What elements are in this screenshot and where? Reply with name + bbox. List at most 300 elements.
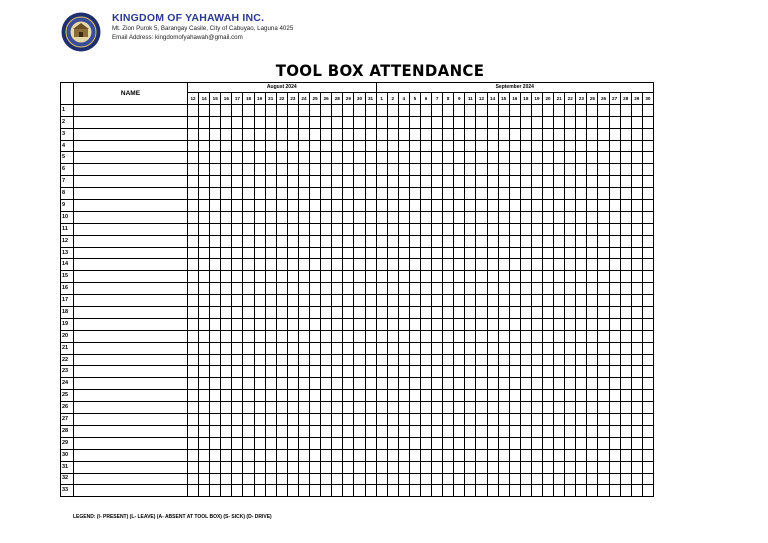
attendance-cell[interactable] (298, 342, 309, 354)
attendance-cell[interactable] (188, 425, 199, 437)
attendance-cell[interactable] (620, 425, 631, 437)
attendance-cell[interactable] (454, 259, 465, 271)
attendance-cell[interactable] (454, 283, 465, 295)
attendance-cell[interactable] (365, 425, 376, 437)
attendance-cell[interactable] (498, 176, 509, 188)
attendance-cell[interactable] (609, 211, 620, 223)
attendance-cell[interactable] (565, 140, 576, 152)
attendance-cell[interactable] (376, 188, 387, 200)
name-cell[interactable] (74, 342, 188, 354)
attendance-cell[interactable] (332, 307, 343, 319)
attendance-cell[interactable] (398, 176, 409, 188)
attendance-cell[interactable] (576, 271, 587, 283)
attendance-cell[interactable] (620, 271, 631, 283)
attendance-cell[interactable] (409, 378, 420, 390)
attendance-cell[interactable] (420, 247, 431, 259)
attendance-cell[interactable] (188, 235, 199, 247)
attendance-cell[interactable] (432, 164, 443, 176)
attendance-cell[interactable] (487, 318, 498, 330)
name-cell[interactable] (74, 188, 188, 200)
attendance-cell[interactable] (409, 402, 420, 414)
attendance-cell[interactable] (232, 390, 243, 402)
attendance-cell[interactable] (565, 378, 576, 390)
attendance-cell[interactable] (587, 271, 598, 283)
attendance-cell[interactable] (454, 271, 465, 283)
attendance-cell[interactable] (310, 390, 321, 402)
attendance-cell[interactable] (376, 271, 387, 283)
attendance-cell[interactable] (243, 176, 254, 188)
attendance-cell[interactable] (565, 104, 576, 116)
attendance-cell[interactable] (487, 295, 498, 307)
attendance-cell[interactable] (631, 307, 642, 319)
attendance-cell[interactable] (376, 402, 387, 414)
attendance-cell[interactable] (509, 128, 520, 140)
attendance-cell[interactable] (565, 485, 576, 497)
attendance-cell[interactable] (343, 390, 354, 402)
attendance-cell[interactable] (221, 485, 232, 497)
attendance-cell[interactable] (265, 414, 276, 426)
attendance-cell[interactable] (387, 461, 398, 473)
attendance-cell[interactable] (365, 307, 376, 319)
attendance-cell[interactable] (631, 104, 642, 116)
attendance-cell[interactable] (476, 200, 487, 212)
attendance-cell[interactable] (509, 211, 520, 223)
attendance-cell[interactable] (432, 223, 443, 235)
attendance-cell[interactable] (265, 402, 276, 414)
attendance-cell[interactable] (332, 176, 343, 188)
attendance-cell[interactable] (387, 330, 398, 342)
attendance-cell[interactable] (565, 271, 576, 283)
attendance-cell[interactable] (365, 354, 376, 366)
name-cell[interactable] (74, 425, 188, 437)
attendance-cell[interactable] (310, 116, 321, 128)
attendance-cell[interactable] (543, 330, 554, 342)
attendance-cell[interactable] (465, 295, 476, 307)
attendance-cell[interactable] (587, 223, 598, 235)
attendance-cell[interactable] (265, 223, 276, 235)
attendance-cell[interactable] (210, 318, 221, 330)
attendance-cell[interactable] (454, 223, 465, 235)
attendance-cell[interactable] (420, 295, 431, 307)
attendance-cell[interactable] (321, 128, 332, 140)
attendance-cell[interactable] (409, 461, 420, 473)
attendance-cell[interactable] (188, 188, 199, 200)
attendance-cell[interactable] (454, 473, 465, 485)
attendance-cell[interactable] (199, 485, 210, 497)
attendance-cell[interactable] (520, 414, 531, 426)
attendance-cell[interactable] (476, 330, 487, 342)
attendance-cell[interactable] (642, 437, 653, 449)
attendance-cell[interactable] (487, 271, 498, 283)
attendance-cell[interactable] (232, 259, 243, 271)
attendance-cell[interactable] (476, 378, 487, 390)
attendance-cell[interactable] (587, 295, 598, 307)
attendance-cell[interactable] (609, 390, 620, 402)
attendance-cell[interactable] (310, 128, 321, 140)
attendance-cell[interactable] (609, 247, 620, 259)
attendance-cell[interactable] (376, 330, 387, 342)
attendance-cell[interactable] (210, 235, 221, 247)
attendance-cell[interactable] (210, 176, 221, 188)
attendance-cell[interactable] (287, 366, 298, 378)
attendance-cell[interactable] (476, 235, 487, 247)
attendance-cell[interactable] (188, 152, 199, 164)
attendance-cell[interactable] (576, 188, 587, 200)
attendance-cell[interactable] (520, 128, 531, 140)
attendance-cell[interactable] (354, 164, 365, 176)
attendance-cell[interactable] (321, 152, 332, 164)
attendance-cell[interactable] (354, 176, 365, 188)
attendance-cell[interactable] (487, 461, 498, 473)
attendance-cell[interactable] (487, 485, 498, 497)
attendance-cell[interactable] (298, 176, 309, 188)
attendance-cell[interactable] (554, 152, 565, 164)
attendance-cell[interactable] (520, 295, 531, 307)
attendance-cell[interactable] (298, 295, 309, 307)
attendance-cell[interactable] (509, 200, 520, 212)
attendance-cell[interactable] (199, 235, 210, 247)
attendance-cell[interactable] (543, 366, 554, 378)
attendance-cell[interactable] (476, 295, 487, 307)
attendance-cell[interactable] (509, 414, 520, 426)
attendance-cell[interactable] (287, 414, 298, 426)
attendance-cell[interactable] (598, 176, 609, 188)
attendance-cell[interactable] (420, 164, 431, 176)
attendance-cell[interactable] (332, 414, 343, 426)
attendance-cell[interactable] (387, 271, 398, 283)
name-cell[interactable] (74, 176, 188, 188)
attendance-cell[interactable] (587, 104, 598, 116)
attendance-cell[interactable] (476, 164, 487, 176)
attendance-cell[interactable] (232, 461, 243, 473)
attendance-cell[interactable] (287, 152, 298, 164)
attendance-cell[interactable] (432, 116, 443, 128)
attendance-cell[interactable] (254, 414, 265, 426)
attendance-cell[interactable] (609, 128, 620, 140)
attendance-cell[interactable] (221, 437, 232, 449)
attendance-cell[interactable] (276, 330, 287, 342)
attendance-cell[interactable] (398, 449, 409, 461)
attendance-cell[interactable] (432, 104, 443, 116)
attendance-cell[interactable] (210, 485, 221, 497)
attendance-cell[interactable] (565, 425, 576, 437)
attendance-cell[interactable] (509, 425, 520, 437)
attendance-cell[interactable] (465, 104, 476, 116)
attendance-cell[interactable] (642, 485, 653, 497)
attendance-cell[interactable] (265, 330, 276, 342)
attendance-cell[interactable] (254, 449, 265, 461)
attendance-cell[interactable] (465, 330, 476, 342)
attendance-cell[interactable] (609, 176, 620, 188)
attendance-cell[interactable] (365, 295, 376, 307)
attendance-cell[interactable] (565, 354, 576, 366)
attendance-cell[interactable] (343, 414, 354, 426)
attendance-cell[interactable] (221, 414, 232, 426)
name-cell[interactable] (74, 307, 188, 319)
attendance-cell[interactable] (199, 128, 210, 140)
attendance-cell[interactable] (276, 176, 287, 188)
name-cell[interactable] (74, 318, 188, 330)
attendance-cell[interactable] (598, 259, 609, 271)
attendance-cell[interactable] (443, 188, 454, 200)
attendance-cell[interactable] (598, 247, 609, 259)
attendance-cell[interactable] (631, 235, 642, 247)
attendance-cell[interactable] (487, 116, 498, 128)
attendance-cell[interactable] (476, 140, 487, 152)
attendance-cell[interactable] (476, 271, 487, 283)
attendance-cell[interactable] (465, 247, 476, 259)
attendance-cell[interactable] (365, 473, 376, 485)
attendance-cell[interactable] (454, 235, 465, 247)
attendance-cell[interactable] (243, 283, 254, 295)
attendance-cell[interactable] (298, 223, 309, 235)
attendance-cell[interactable] (642, 366, 653, 378)
attendance-cell[interactable] (387, 402, 398, 414)
attendance-cell[interactable] (498, 425, 509, 437)
attendance-cell[interactable] (620, 390, 631, 402)
attendance-cell[interactable] (631, 318, 642, 330)
name-cell[interactable] (74, 473, 188, 485)
attendance-cell[interactable] (587, 414, 598, 426)
attendance-cell[interactable] (487, 104, 498, 116)
attendance-cell[interactable] (221, 378, 232, 390)
attendance-cell[interactable] (232, 318, 243, 330)
attendance-cell[interactable] (465, 200, 476, 212)
attendance-cell[interactable] (587, 283, 598, 295)
attendance-cell[interactable] (321, 164, 332, 176)
attendance-cell[interactable] (276, 247, 287, 259)
attendance-cell[interactable] (188, 128, 199, 140)
attendance-cell[interactable] (443, 449, 454, 461)
attendance-cell[interactable] (487, 330, 498, 342)
attendance-cell[interactable] (254, 271, 265, 283)
attendance-cell[interactable] (432, 247, 443, 259)
attendance-cell[interactable] (232, 188, 243, 200)
attendance-cell[interactable] (520, 425, 531, 437)
attendance-cell[interactable] (321, 283, 332, 295)
attendance-cell[interactable] (620, 259, 631, 271)
attendance-cell[interactable] (409, 104, 420, 116)
attendance-cell[interactable] (254, 283, 265, 295)
attendance-cell[interactable] (221, 425, 232, 437)
attendance-cell[interactable] (398, 354, 409, 366)
attendance-cell[interactable] (354, 425, 365, 437)
attendance-cell[interactable] (609, 259, 620, 271)
attendance-cell[interactable] (365, 283, 376, 295)
attendance-cell[interactable] (487, 223, 498, 235)
attendance-cell[interactable] (387, 164, 398, 176)
attendance-cell[interactable] (565, 437, 576, 449)
attendance-cell[interactable] (487, 402, 498, 414)
attendance-cell[interactable] (520, 140, 531, 152)
attendance-cell[interactable] (587, 485, 598, 497)
attendance-cell[interactable] (387, 366, 398, 378)
attendance-cell[interactable] (443, 307, 454, 319)
attendance-cell[interactable] (398, 104, 409, 116)
attendance-cell[interactable] (332, 128, 343, 140)
attendance-cell[interactable] (387, 247, 398, 259)
attendance-cell[interactable] (420, 188, 431, 200)
attendance-cell[interactable] (565, 390, 576, 402)
attendance-cell[interactable] (620, 164, 631, 176)
attendance-cell[interactable] (188, 485, 199, 497)
attendance-cell[interactable] (565, 330, 576, 342)
attendance-cell[interactable] (287, 295, 298, 307)
attendance-cell[interactable] (476, 318, 487, 330)
attendance-cell[interactable] (509, 437, 520, 449)
attendance-cell[interactable] (310, 247, 321, 259)
attendance-cell[interactable] (598, 200, 609, 212)
attendance-cell[interactable] (409, 390, 420, 402)
attendance-cell[interactable] (509, 330, 520, 342)
attendance-cell[interactable] (232, 378, 243, 390)
attendance-cell[interactable] (465, 449, 476, 461)
attendance-cell[interactable] (210, 128, 221, 140)
attendance-cell[interactable] (509, 223, 520, 235)
attendance-cell[interactable] (476, 485, 487, 497)
attendance-cell[interactable] (509, 390, 520, 402)
attendance-cell[interactable] (321, 402, 332, 414)
attendance-cell[interactable] (265, 437, 276, 449)
attendance-cell[interactable] (365, 378, 376, 390)
attendance-cell[interactable] (565, 449, 576, 461)
attendance-cell[interactable] (543, 378, 554, 390)
attendance-cell[interactable] (531, 283, 542, 295)
attendance-cell[interactable] (243, 152, 254, 164)
attendance-cell[interactable] (376, 128, 387, 140)
attendance-cell[interactable] (609, 295, 620, 307)
attendance-cell[interactable] (398, 283, 409, 295)
attendance-cell[interactable] (432, 473, 443, 485)
attendance-cell[interactable] (631, 259, 642, 271)
attendance-cell[interactable] (487, 390, 498, 402)
attendance-cell[interactable] (287, 104, 298, 116)
attendance-cell[interactable] (420, 223, 431, 235)
attendance-cell[interactable] (620, 247, 631, 259)
attendance-cell[interactable] (199, 318, 210, 330)
attendance-cell[interactable] (188, 461, 199, 473)
attendance-cell[interactable] (265, 259, 276, 271)
attendance-cell[interactable] (376, 176, 387, 188)
attendance-cell[interactable] (387, 485, 398, 497)
attendance-cell[interactable] (576, 354, 587, 366)
attendance-cell[interactable] (531, 211, 542, 223)
attendance-cell[interactable] (465, 307, 476, 319)
attendance-cell[interactable] (576, 342, 587, 354)
attendance-cell[interactable] (487, 211, 498, 223)
attendance-cell[interactable] (520, 449, 531, 461)
attendance-cell[interactable] (243, 188, 254, 200)
attendance-cell[interactable] (454, 188, 465, 200)
attendance-cell[interactable] (387, 104, 398, 116)
attendance-cell[interactable] (631, 140, 642, 152)
attendance-cell[interactable] (199, 354, 210, 366)
attendance-cell[interactable] (454, 402, 465, 414)
attendance-cell[interactable] (454, 164, 465, 176)
attendance-cell[interactable] (276, 188, 287, 200)
attendance-cell[interactable] (609, 283, 620, 295)
attendance-cell[interactable] (354, 330, 365, 342)
attendance-cell[interactable] (265, 211, 276, 223)
attendance-cell[interactable] (188, 437, 199, 449)
attendance-cell[interactable] (398, 200, 409, 212)
attendance-cell[interactable] (265, 354, 276, 366)
attendance-cell[interactable] (498, 354, 509, 366)
attendance-cell[interactable] (243, 414, 254, 426)
attendance-cell[interactable] (432, 295, 443, 307)
attendance-cell[interactable] (221, 116, 232, 128)
attendance-cell[interactable] (354, 116, 365, 128)
name-cell[interactable] (74, 200, 188, 212)
attendance-cell[interactable] (243, 390, 254, 402)
attendance-cell[interactable] (332, 283, 343, 295)
attendance-cell[interactable] (298, 449, 309, 461)
attendance-cell[interactable] (354, 140, 365, 152)
attendance-cell[interactable] (232, 116, 243, 128)
attendance-cell[interactable] (398, 247, 409, 259)
attendance-cell[interactable] (432, 461, 443, 473)
attendance-cell[interactable] (376, 295, 387, 307)
attendance-cell[interactable] (188, 259, 199, 271)
attendance-cell[interactable] (598, 473, 609, 485)
attendance-cell[interactable] (343, 116, 354, 128)
attendance-cell[interactable] (332, 425, 343, 437)
attendance-cell[interactable] (498, 366, 509, 378)
attendance-cell[interactable] (554, 449, 565, 461)
attendance-cell[interactable] (465, 485, 476, 497)
attendance-cell[interactable] (409, 271, 420, 283)
attendance-cell[interactable] (520, 354, 531, 366)
attendance-cell[interactable] (465, 116, 476, 128)
attendance-cell[interactable] (443, 223, 454, 235)
attendance-cell[interactable] (310, 188, 321, 200)
attendance-cell[interactable] (265, 425, 276, 437)
attendance-cell[interactable] (565, 318, 576, 330)
attendance-cell[interactable] (620, 378, 631, 390)
attendance-cell[interactable] (509, 378, 520, 390)
attendance-cell[interactable] (365, 140, 376, 152)
attendance-cell[interactable] (642, 414, 653, 426)
attendance-cell[interactable] (265, 485, 276, 497)
attendance-cell[interactable] (409, 140, 420, 152)
attendance-cell[interactable] (454, 211, 465, 223)
attendance-cell[interactable] (254, 164, 265, 176)
attendance-cell[interactable] (398, 342, 409, 354)
attendance-cell[interactable] (287, 188, 298, 200)
attendance-cell[interactable] (376, 164, 387, 176)
attendance-cell[interactable] (376, 449, 387, 461)
attendance-cell[interactable] (498, 378, 509, 390)
attendance-cell[interactable] (365, 223, 376, 235)
attendance-cell[interactable] (321, 223, 332, 235)
attendance-cell[interactable] (310, 402, 321, 414)
attendance-cell[interactable] (310, 211, 321, 223)
attendance-cell[interactable] (254, 200, 265, 212)
attendance-cell[interactable] (243, 223, 254, 235)
attendance-cell[interactable] (576, 140, 587, 152)
attendance-cell[interactable] (199, 104, 210, 116)
attendance-cell[interactable] (554, 330, 565, 342)
attendance-cell[interactable] (531, 330, 542, 342)
attendance-cell[interactable] (188, 271, 199, 283)
attendance-cell[interactable] (232, 295, 243, 307)
attendance-cell[interactable] (188, 283, 199, 295)
attendance-cell[interactable] (487, 342, 498, 354)
attendance-cell[interactable] (254, 307, 265, 319)
attendance-cell[interactable] (487, 200, 498, 212)
attendance-cell[interactable] (520, 259, 531, 271)
attendance-cell[interactable] (376, 342, 387, 354)
